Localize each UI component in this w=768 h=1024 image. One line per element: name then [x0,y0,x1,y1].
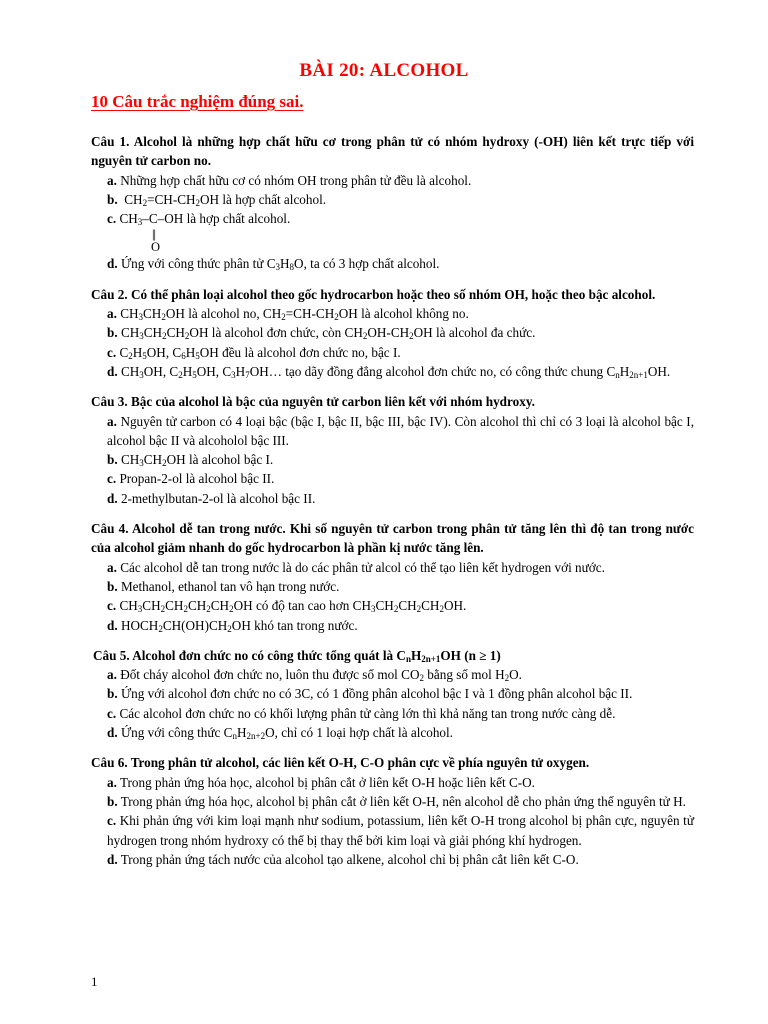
question-2 [91,285,694,381]
question-1-option-a: a. Những hợp chất hữu cơ có nhóm OH trong phân tử đều là alcohol. [107,172,472,188]
question-2-option-b: b. $CH_3CH_2CH_2OH$ là alcohol đơn chức, còn $CH_2OH-CH_2OH$ là alcohol đa chức. [107,325,536,342]
question-6-option-d: d. Trong phản ứng tách nước của alcohol tạo alkene, alcohol chỉ bị phân cắt liên kết C-O. [107,851,579,867]
question-2-stem: Câu 2. Có thể phân loại alcohol theo gốc hydrocarbon hoặc theo số nhóm OH, hoặc theo bậc alcohol. [91,286,656,302]
section-subtitle: 10 Câu trắc nghiệm đúng sai. [91,92,304,111]
question-4-stem: Câu 4. Alcohol dễ tan trong nước. Khi số nguyên tử carbon trong phân tử tăng lên thì độ tan trong nước của alcohol giảm nhanh do gốc hydrocarbon là phần kị nước tăng lên. [91,521,694,556]
question-5-stem: Câu 5. Alcohol đơn chức no có công thức tổng quát là $C_nH_{2n+1}OH$ (n ≥ 1) [93,647,501,664]
page-title: BÀI 20: ALCOHOL [299,60,469,81]
question-1-option-c: c. $CH_3-C-OH$ là hợp chất alcohol. [107,211,291,228]
question-3-option-b: b. $CH_3CH_2OH$ là alcohol bậc I. [107,452,274,469]
question-3-option-a: a. Nguyên tử carbon có 4 loại bậc (bậc I, bậc II, bậc III, bậc IV). Còn alcohol thì chỉ có 3 loại là alcohol bậc I, alcohol bậc II và alcoholol bậc III. [107,413,694,448]
question-3-stem: Câu 3. Bậc của alcohol là bậc của nguyên tử carbon liên kết với nhóm hydroxy. [91,394,535,410]
question-6-option-c: c. Khi phản ứng với kim loại mạnh như sodium, potassium, liên kết O-H trong alcohol bị phân cực, nguyên tử hydrogen trong nhóm hydroxy có thể bị thay thế bởi kim loại và giải phóng khí hydrogen. [107,813,694,848]
question-2-option-d: d. $CH_3OH$, $C_2H_5OH$, $C_3H_7OH\dots$ tạo dãy đồng đẳng alcohol đơn chức no, có công thức chung $C_nH_{2n+1}OH$. [107,363,671,380]
question-4 [91,519,694,635]
question-1 [91,132,694,274]
question-5-option-c: c. Các alcohol đơn chức no có khối lượng phân tử càng lớn thì khả năng tan trong nước càng dễ. [107,705,616,721]
question-2-option-c: c. $C_2H_5OH$, $C_6H_5OH$ đều là alcohol đơn chức no, bậc I. [107,344,401,361]
question-2-option-a: a. $CH_3CH_2OH$ là alcohol no, $CH_2=CH-CH_2OH$ là alcohol không no. [107,306,469,323]
question-3 [91,392,694,508]
question-1-stem: Câu 1. Alcohol là những hợp chất hữu cơ trong phân tử có nhóm hydroxy (-OH) liên kết trực tiếp với nguyên tử carbon no. [91,134,694,169]
question-4-option-b: b. Methanol, ethanol tan vô hạn trong nước. [107,578,340,594]
page-number: 1 [91,974,98,989]
question-4-option-d: d. $HOCH_2CH(OH)CH_2OH$ khó tan trong nước. [107,617,358,634]
question-5-option-a: a. Đốt cháy alcohol đơn chức no, luôn thu được số mol $CO_2$ bằng số mol $H_2O$. [107,667,522,684]
question-1-option-b: b. $CH_2=CH-CH_2OH$ là hợp chất alcohol. [107,191,327,208]
question-5-option-b: b. Ứng với alcohol đơn chức no có 3C, có 1 đồng phân alcohol bậc I và 1 đồng phân alcohol bậc II. [107,686,633,702]
question-6-option-b: b. Trong phản ứng hóa học, alcohol bị phân cắt ở liên kết O-H, nên alcohol dễ cho phản ứng thế nguyên tử H. [107,793,686,809]
question-list [91,132,694,869]
question-3-option-d: d. 2-methylbutan-2-ol là alcohol bậc II. [107,490,316,506]
question-6-option-a: a. Trong phản ứng hóa học, alcohol bị phân cắt ở liên kết O-H hoặc liên kết C-O. [107,774,535,790]
question-3-option-c: c. Propan-2-ol là alcohol bậc II. [107,471,275,487]
question-6-stem: Câu 6. Trong phân tử alcohol, các liên kết O-H, C-O phân cực về phía nguyên tử oxygen. [91,755,590,771]
question-1-option-d: d. Ứng với công thức phân tử $C_3H_8O$, ta có 3 hợp chất alcohol. [107,256,440,273]
question-4-option-c: c. $CH_3CH_2CH_2CH_2CH_2OH$ có độ tan cao hơn $CH_3CH_2CH_2CH_2OH$. [107,598,467,615]
question-4-option-a: a. Các alcohol dễ tan trong nước là do các phân tử alcol có thể tạo liên kết hydrogen với nước. [107,559,605,575]
question-6 [91,753,694,869]
question-5-option-d: d. Ứng với công thức $C_nH_{2n+2}O$, chỉ có 1 loại hợp chất là alcohol. [107,725,453,742]
carbonyl-structure: || O [151,227,161,255]
question-5 [91,646,694,742]
